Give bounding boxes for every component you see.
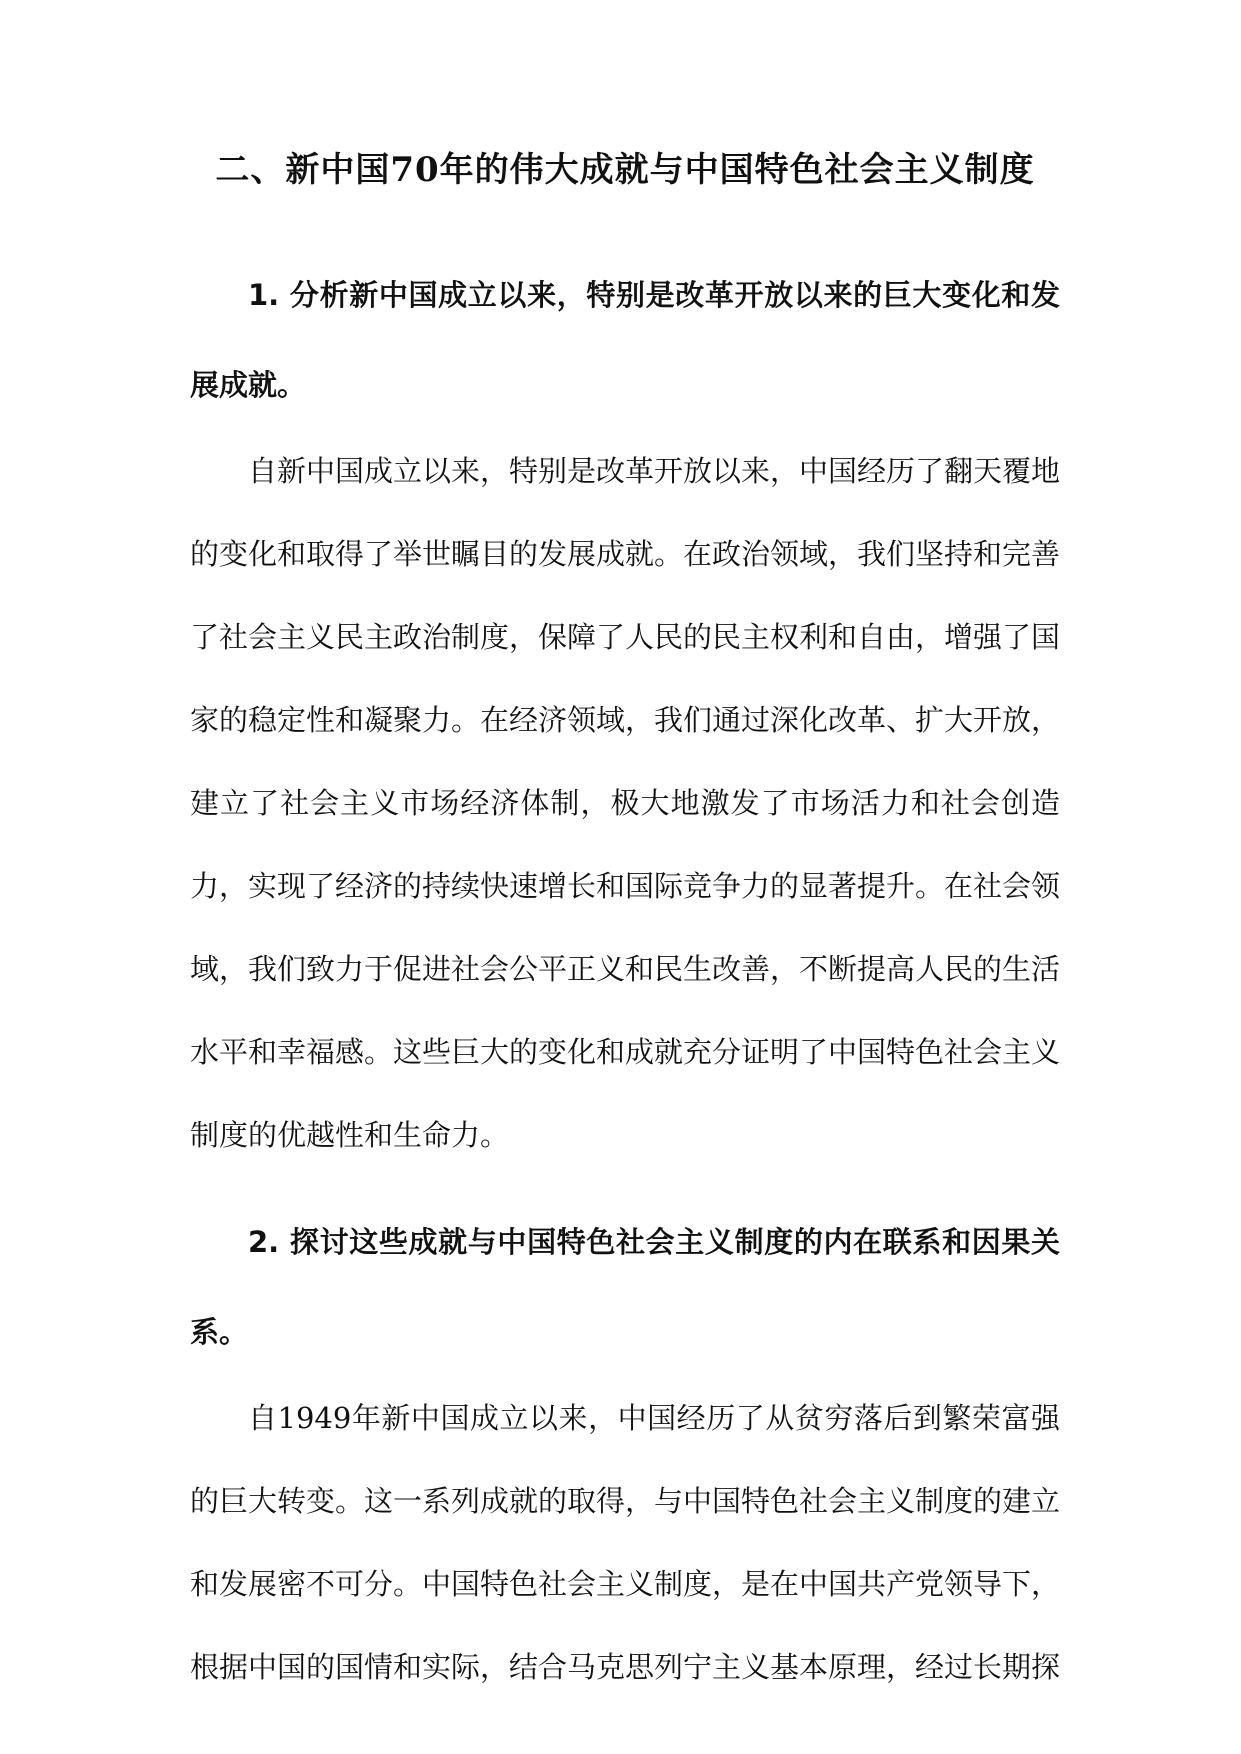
answer-1-paragraph: 自新中国成立以来，特别是改革开放以来，中国经历了翻天覆地的变化和取得了举世瞩目的发展成就。在政治领域，我们坚持和完善了社会主义民主政治制度，保障了人民的民主权利和自由，增强了国家的稳定性和凝聚力。在经济领域，我们通过深化改革、扩大开放，建立了社会主义市场经济体制，极大地激发了市场活力和社会创造力，实现了经济的持续快速增长和国际竞争力的显著提升。在社会领域，我们致力于促进社会公平正义和民生改善，不断提高人民的生活水平和幸福感。这些巨大的变化和成就充分证明了中国特色社会主义制度的优越性和生命力。 (190, 454, 1061, 1152)
document-body (190, 140, 1060, 1709)
section-title: 二、新中国70年的伟大成就与中国特色社会主义制度 (215, 150, 1035, 190)
section-spacer (190, 1177, 1060, 1197)
question-1-heading: 1. 分析新中国成立以来，特别是改革开放以来的巨大变化和发展成就。 (190, 278, 1060, 402)
question-2-heading: 2. 探讨这些成就与中国特色社会主义制度的内在联系和因果关系。 (190, 1225, 1060, 1349)
answer-2-paragraph: 自1949年新中国成立以来，中国经历了从贫穷落后到繁荣富强的巨大转变。这一系列成就的取得，与中国特色社会主义制度的建立和发展密不可分。中国特色社会主义制度，是在中国共产党领导下，根据中国的国情和实际，结合马克思列宁主义基本原理，经过长期探 (190, 1401, 1061, 1684)
